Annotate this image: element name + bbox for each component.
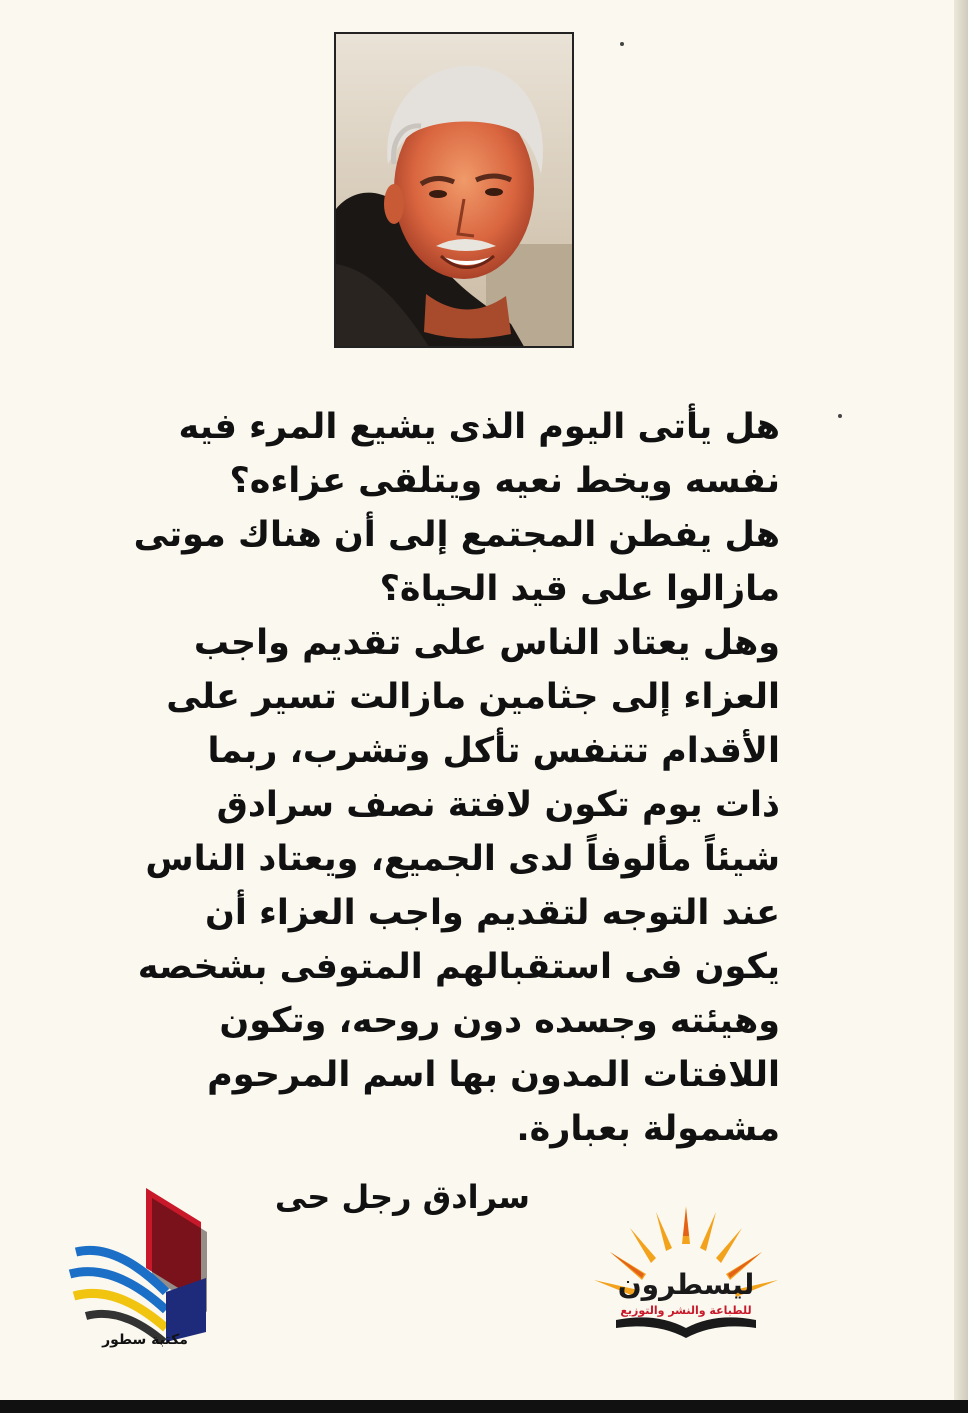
logo-right-name: ليسطرون <box>617 1268 755 1301</box>
bottom-edge <box>0 1400 968 1413</box>
blurb-line: ذات يوم تكون لافتة نصف سرادق <box>216 785 780 825</box>
blurb-line: وهل يعتاد الناس على تقديم واجب <box>193 623 780 663</box>
blurb-line: وهيئته وجسده دون روحه، وتكون <box>219 1001 780 1041</box>
page-edge-shadow <box>954 0 968 1400</box>
author-photo <box>334 32 574 348</box>
book-title: سرادق رجل حى <box>274 1178 530 1216</box>
blurb-line: مشمولة بعبارة. <box>516 1109 780 1149</box>
speck <box>838 414 842 418</box>
blurb-line: اللافتات المدون بها اسم المرحوم <box>207 1055 780 1095</box>
logo-left-caption: مكتبة سطور <box>102 1332 188 1348</box>
blurb-line: هل يفطن المجتمع إلى أن هناك موتى <box>133 515 780 555</box>
blurb-line: نفسه ويخط نعيه ويتلقى عزاءه؟ <box>229 461 780 501</box>
speck <box>620 42 624 46</box>
author-portrait-image <box>336 34 574 348</box>
blurb-line: شيئاً مألوفاً لدى الجميع، ويعتاد الناس <box>145 839 780 879</box>
logo-right-tagline: للطباعة والنشر والتوزيع <box>620 1304 752 1317</box>
blurb-text <box>133 400 780 1156</box>
blurb-line: عند التوجه لتقديم واجب العزاء أن <box>204 893 780 933</box>
blurb-line: هل يأتى اليوم الذى يشيع المرء فيه <box>178 407 780 447</box>
sun-book-logo-icon <box>586 1196 786 1346</box>
blurb-line: الأقدام تتنفس تأكل وتشرب، ربما <box>207 731 780 771</box>
blurb-line: العزاء إلى جثامين مازالت تسير على <box>166 677 780 717</box>
blurb-line: يكون فى استقبالهم المتوفى بشخصه <box>137 947 780 987</box>
blurb-line: مازالوا على قيد الحياة؟ <box>379 569 780 609</box>
